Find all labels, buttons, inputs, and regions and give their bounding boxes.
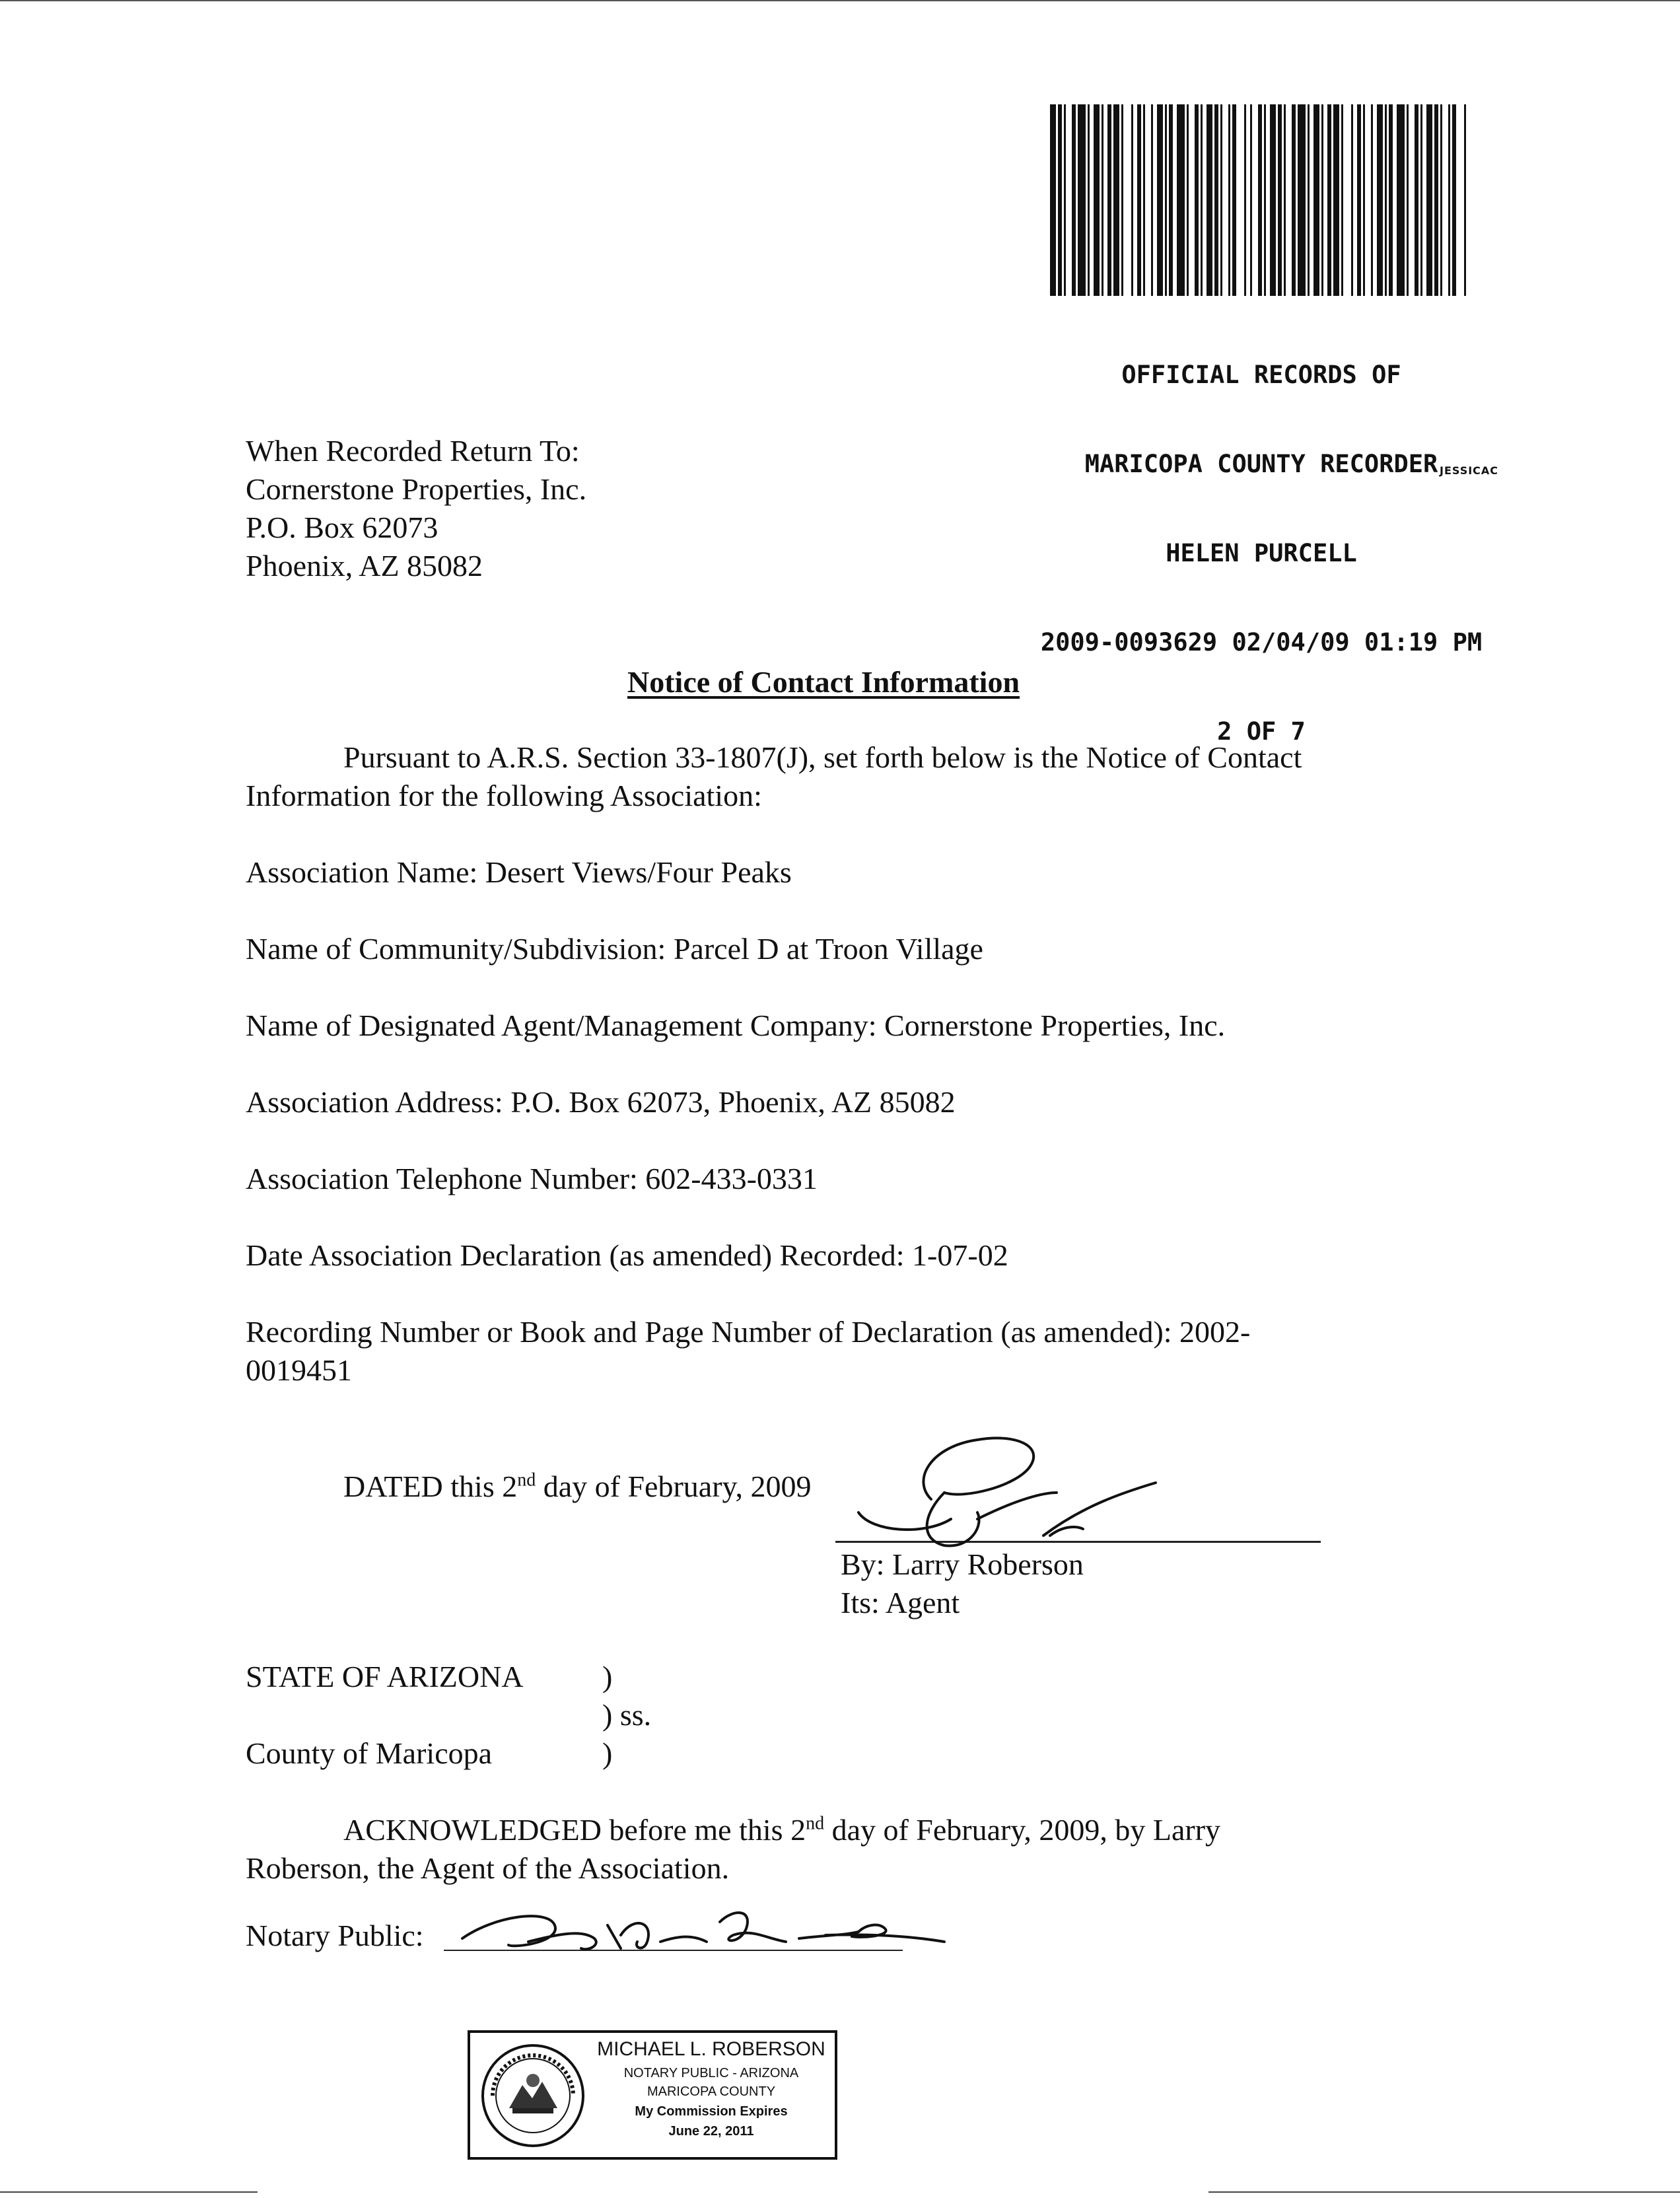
field-agent: Name of Designated Agent/Management Company: Cornerstone Properties, Inc. (246, 1009, 1226, 1042)
dated-prefix: DATED this 2 (343, 1470, 518, 1503)
stamp-commission-date: June 22, 2011 (668, 2124, 754, 2139)
scan-edge-bottom-right (1208, 2191, 1680, 2193)
ack-line-1 (343, 1811, 1220, 1849)
field-association-name: Association Name: Desert Views/Four Peaks (246, 855, 792, 889)
ack-prefix: ACKNOWLEDGED before me this 2 (343, 1813, 806, 1847)
ack-ordinal: nd (806, 1813, 825, 1834)
stamp-commission-label: My Commission Expires (635, 2104, 788, 2119)
venue-county: County of Maricopa (246, 1736, 493, 1770)
scan-edge-top (0, 0, 1680, 1)
return-to-label: When Recorded Return To: (246, 434, 580, 468)
field-recording-line-2: 0019451 (246, 1353, 352, 1387)
venue-state: STATE OF ARIZONA (246, 1660, 524, 1693)
return-to-company: Cornerstone Properties, Inc. (246, 472, 587, 506)
field-community: Name of Community/Subdivision: Parcel D at Troon Village (246, 932, 983, 966)
stamp-title: NOTARY PUBLIC - ARIZONA (623, 2066, 799, 2080)
scan-edge-bottom-left (0, 2191, 258, 2193)
stamp-name: MICHAEL L. ROBERSON (597, 2038, 825, 2060)
recorder-line-1: OFFICIAL RECORDS OF (1121, 361, 1401, 389)
venue-ss: ) ss. (602, 1698, 652, 1732)
intro-line-1: Pursuant to A.R.S. Section 33-1807(J), set forth below is the Notice of Contact (343, 740, 1302, 774)
dated-line (343, 1468, 812, 1506)
ack-suffix: day of February, 2009, by Larry (824, 1813, 1221, 1847)
state-seal-icon (479, 2042, 586, 2149)
field-telephone: Association Telephone Number: 602-433-0331 (246, 1162, 818, 1195)
recorder-line-2: MARICOPA COUNTY RECORDER (1084, 450, 1438, 478)
agent-signature (845, 1420, 1189, 1559)
dated-suffix: day of February, 2009 (536, 1470, 812, 1503)
notary-label: Notary Public: (246, 1919, 424, 1952)
recorder-line-3: HELEN PURCELL (1166, 539, 1357, 567)
return-to-po-box: P.O. Box 62073 (246, 511, 438, 544)
field-recording-line-1: Recording Number or Book and Page Number of Declaration (as amended): 2002- (246, 1315, 1251, 1349)
venue-paren-3: ) (602, 1736, 613, 1770)
recorder-block (977, 301, 1545, 776)
barcode (1050, 104, 1467, 296)
ack-line-2: Roberson, the Agent of the Association. (246, 1851, 730, 1885)
notary-signature (456, 1889, 958, 1962)
recorder-clerk: JESSICAC (1440, 464, 1499, 477)
field-address: Association Address: P.O. Box 62073, Phoenix, AZ 85082 (246, 1085, 956, 1119)
document-title: Notice of Contact Information (627, 665, 1020, 699)
signer-by: By: Larry Roberson (841, 1547, 1084, 1581)
stamp-county: MARICOPA COUNTY (647, 2084, 776, 2099)
venue-paren-1: ) (602, 1660, 613, 1693)
field-declaration-date: Date Association Declaration (as amended) Recorded: 1-07-02 (246, 1238, 1008, 1272)
signer-its: Its: Agent (841, 1586, 960, 1619)
intro-line-2: Information for the following Association: (246, 779, 762, 812)
dated-ordinal: nd (517, 1470, 536, 1491)
return-to-city: Phoenix, AZ 85082 (246, 549, 483, 583)
recorder-line-5: 2 OF 7 (1217, 717, 1306, 746)
return-to-block (246, 432, 586, 585)
recorder-line-4: 2009-0093629 02/04/09 01:19 PM (1040, 628, 1483, 656)
notary-stamp (468, 2030, 837, 2160)
